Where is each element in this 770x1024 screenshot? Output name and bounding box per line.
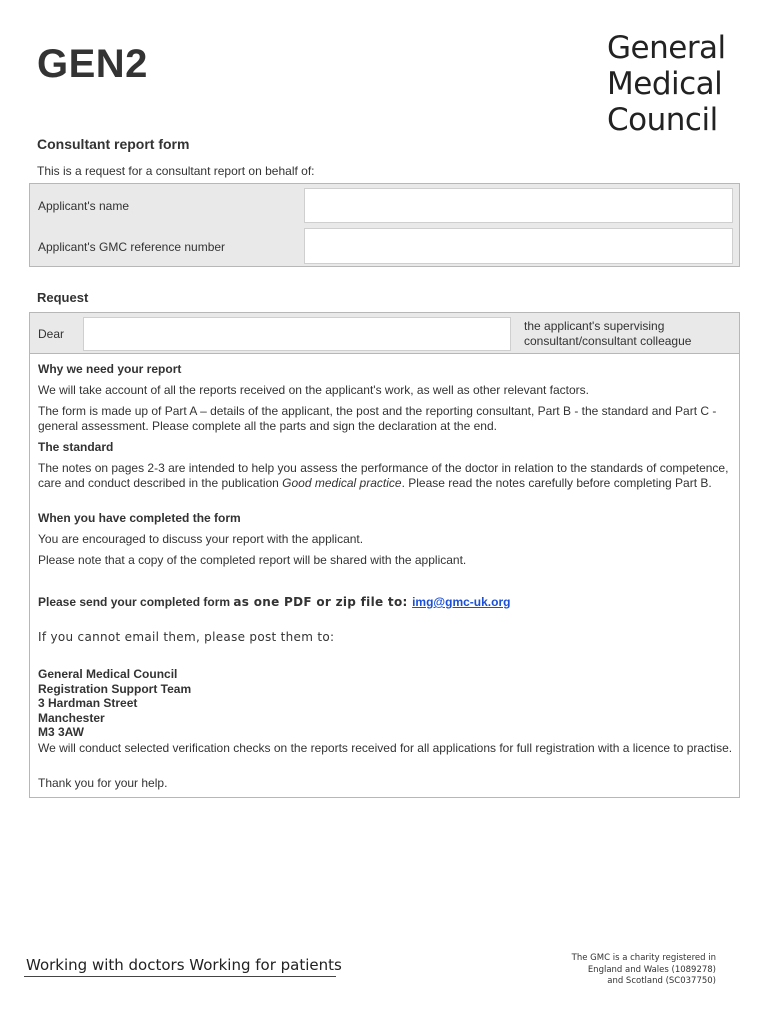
dear-suffix-text: the applicant's supervising consultant/consultant colleague <box>524 319 692 348</box>
logo-line: General <box>607 30 726 66</box>
post-instructions: If you cannot email them, please post them to: <box>38 630 335 644</box>
charity-line: and Scotland (SC037750) <box>607 976 716 986</box>
send-instructions <box>38 595 733 610</box>
logo-line: Council <box>607 102 718 138</box>
charity-notice <box>560 953 716 988</box>
applicant-details-box <box>29 183 740 267</box>
applicant-name-input[interactable] <box>304 188 733 223</box>
thanks-text: Thank you for your help. <box>38 776 168 790</box>
email-link[interactable]: img@gmc-uk.org <box>412 595 511 609</box>
send-middle: as one PDF or zip file to: <box>233 595 413 609</box>
address-line: Registration Support Team <box>38 681 192 696</box>
gmc-logo <box>607 30 747 138</box>
logo-line: Medical <box>607 66 723 102</box>
why-paragraph-1: We will take account of all the reports received on the applicant's work, as well as other relevant factors. <box>38 383 590 397</box>
completed-paragraph-1: You are encouraged to discuss your report with the applicant. <box>38 532 364 546</box>
address-line: M3 3AW <box>38 725 85 739</box>
information-box <box>29 354 740 798</box>
charity-line: England and Wales (1089278) <box>587 964 716 975</box>
form-code: GEN2 <box>37 42 148 86</box>
intro-text: This is a request for a consultant report on behalf of: <box>37 164 315 178</box>
address-line: Manchester <box>38 710 105 725</box>
standard-heading: The standard <box>38 440 114 454</box>
consultant-name-input[interactable] <box>83 317 511 351</box>
why-heading: Why we need your report <box>38 362 182 376</box>
completed-heading: When you have completed the form <box>38 511 241 525</box>
why-paragraph-2: The form is made up of Part A – details of the applicant, the post and the reporting consultant, Part B - the standard and Part C - general assessment. Please complete all the parts and sign the declaration at the end. <box>38 404 717 433</box>
gmc-reference-label: Applicant's GMC reference number <box>38 240 226 254</box>
verification-paragraph: We will conduct selected verification checks on the reports received for all applications for full registration with a licence to practise. <box>38 741 733 755</box>
footer-divider <box>24 976 336 977</box>
address-line: 3 Hardman Street <box>38 696 138 710</box>
send-prefix: Please send your completed form <box>38 595 234 609</box>
standard-text-2: . Please read the notes carefully before completing Part B. <box>401 475 712 490</box>
dear-label: Dear <box>38 327 65 341</box>
footer-slogan: Working with doctors Working for patients <box>26 956 342 974</box>
completed-paragraph-2: Please note that a copy of the completed report will be shared with the applicant. <box>38 553 467 567</box>
publication-title: Good medical practice <box>282 475 402 490</box>
request-heading: Request <box>37 290 89 305</box>
request-dear-box <box>29 312 740 354</box>
postal-address <box>38 667 733 740</box>
standard-text-1: The notes on pages 2-3 are intended to help you assess the performance of the doctor in relation to the standards of competence, care and conduct described in the publication <box>38 461 729 490</box>
standard-paragraph <box>38 461 733 490</box>
charity-line: The GMC is a charity registered in <box>571 953 716 963</box>
form-title: Consultant report form <box>37 136 190 152</box>
address-line: General Medical Council <box>38 667 178 681</box>
gmc-reference-input[interactable] <box>304 228 733 264</box>
applicant-name-label: Applicant's name <box>38 199 130 213</box>
